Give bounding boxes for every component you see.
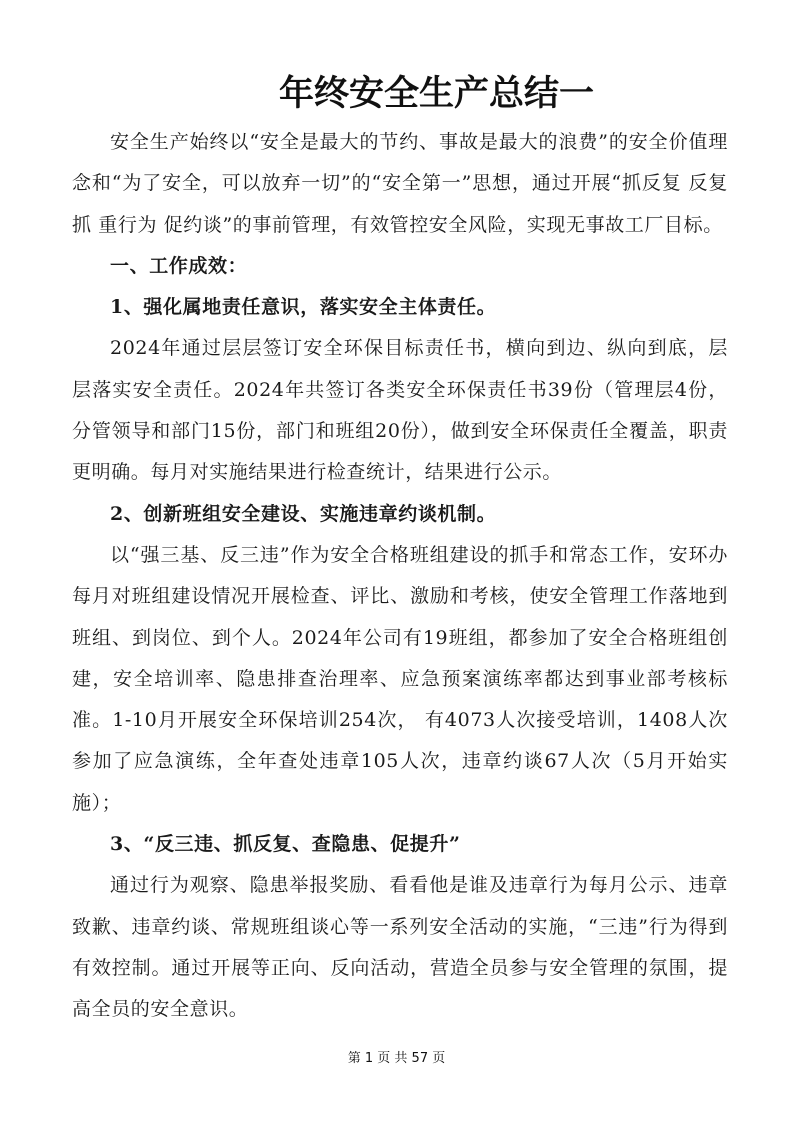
item-heading-2: 2、创新班组安全建设、实施违章约谈机制。 bbox=[110, 502, 497, 525]
document-body bbox=[72, 122, 728, 1031]
document-title: 年终安全生产总结一 bbox=[278, 74, 594, 114]
page-footer: 第 1 页 共 57 页 bbox=[347, 1051, 446, 1066]
section-heading-work-results: 一、工作成效： bbox=[110, 254, 248, 277]
intro-paragraph: 安全生产始终以“安全是最大的节约、事故是最大的浪费”的安全价值理念和“为了安全，可以放弃一切”的“安全第一”思想，通过开展“抓反复 反复抓 重行为 促约谈”的事前管理，有效管控安全风险，实现无事故工厂目标。 bbox=[72, 131, 728, 236]
item-heading-1: 1、强化属地责任意识，落实安全主体责任。 bbox=[110, 296, 497, 319]
item-body-1: 2024年通过层层签订安全环保目标责任书，横向到边、纵向到底，层层落实安全责任。2024年共签订各类安全环保责任书39份（管理层4份，分管领导和部门15份，部门和班组20份），做到安全环保责任全覆盖，职责更明确。每月对实施结果进行检查统计，结果进行公示。 bbox=[72, 337, 728, 484]
item-heading-3: 3、“反三违、抓反复、查隐患、促提升” bbox=[110, 833, 461, 856]
item-body-3: 通过行为观察、隐患举报奖励、看看他是谁及违章行为每月公示、违章致歉、违章约谈、常规班组谈心等一系列安全活动的实施，“三违”行为得到有效控制。通过开展等正向、反向活动，营造全员参与安全管理的氛围，提高全员的安全意识。 bbox=[72, 874, 728, 1021]
item-body-2: 以“强三基、反三违”作为安全合格班组建设的抓手和常态工作，安环办每月对班组建设情况开展检查、评比、激励和考核，使安全管理工作落地到班组、到岗位、到个人。2024年公司有19班组，都参加了安全合格班组创建，安全培训率、隐患排查治理率、应急预案演练率都达到事业部考核标准。1-10月开展安全环保培训254次， 有4073人次接受培训，1408人次参加了应急演练，全年查处违章105人次，违章约谈67人次（5月开始实施）； bbox=[72, 543, 728, 814]
